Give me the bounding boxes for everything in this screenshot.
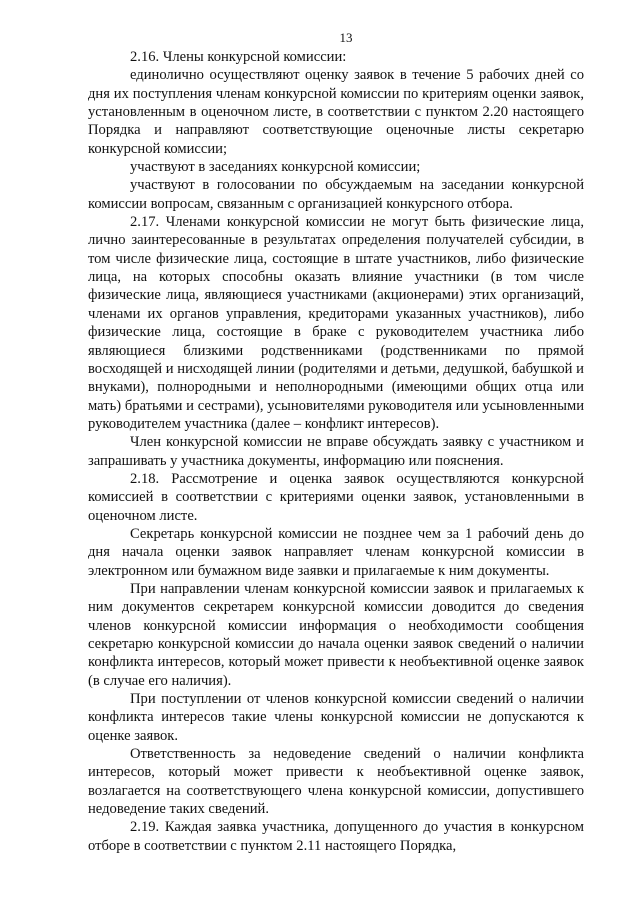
paragraph: Ответственность за недоведение сведений о наличии конфликта интересов, который может привести к необъективной оценке заявок, возлагается на соответствующего члена конкурсной комиссии, допустившего недоведение таких сведений. [88, 746, 584, 818]
paragraph: Член конкурсной комиссии не вправе обсуждать заявку с участником и запрашивать у участника документы, информацию или пояснения. [88, 434, 584, 469]
paragraph: 2.18. Рассмотрение и оценка заявок осуществляются конкурсной комиссией в соответствии с критериями оценки заявок, установленными в оценочном листе. [88, 470, 584, 524]
paragraph: участвуют в голосовании по обсуждаемым на заседании конкурсной комиссии вопросам, связанным с организацией конкурсного отбора. [88, 177, 584, 212]
paragraph: Секретарь конкурсной комиссии не позднее чем за 1 рабочий день до дня начала оценки заявок направляет членам конкурсной комиссии в электронном или бумажном виде заявки и прилагаемые к ним документы. [88, 525, 584, 579]
paragraph: 2.19. Каждая заявка участника, допущенного до участия в конкурсном отборе в соответствии с пунктом 2.11 настоящего Порядка, [88, 819, 584, 854]
paragraph: участвуют в заседаниях конкурсной комиссии; [130, 159, 421, 176]
page-number: 13 [339, 30, 353, 45]
paragraph: При поступлении от членов конкурсной комиссии сведений о наличии конфликта интересов такие члены конкурсной комиссии не допускаются к оценке заявок. [88, 691, 584, 744]
paragraph: При направлении членам конкурсной комиссии заявок и прилагаемых к ним документов секретарем конкурсной комиссии доводится до сведения членов конкурсной комиссии информация о необходимости сообщения секретарю конкурсной комиссии до начала оценки заявок сведений о наличии конфликта интересов, который может привести к необъективной оценке заявок (в случае его наличия). [88, 580, 584, 689]
document-page [88, 30, 584, 855]
paragraph: 2.17. Членами конкурсной комиссии не могут быть физические лица, лично заинтересованные в результатах определения получателей субсидии, в том числе физические лица, состоящие в штате участников, либо физические лица, на которых способны оказать влияние участники (в том числе физические лица, являющиеся участниками (акционерами) этих организаций, членами их органов управления, кредиторами указанных участников), либо физические лица, состоящие в браке с руководителем участника либо являющиеся близкими родственниками (родственниками по прямой восходящей и нисходящей линии (родителями и детьми, дедушкой, бабушкой и внуками), полнородными и неполнородными (имеющими общих отца или мать) братьями и сестрами), усыновителями руководителя или усыновленными руководителем участника (далее – конфликт интересов). [88, 214, 584, 432]
paragraph: 2.16. Члены конкурсной комиссии: [130, 49, 347, 65]
paragraph: единолично осуществляют оценку заявок в течение 5 рабочих дней со дня их поступления членам конкурсной комиссии по критериям оценки заявок, установленным в оценочном листе, в соответствии с пунктом 2.20 настоящего Порядка и направляют соответствующие оценочные листы секретарю конкурсной комиссии; [88, 67, 584, 157]
document-body [88, 48, 584, 855]
